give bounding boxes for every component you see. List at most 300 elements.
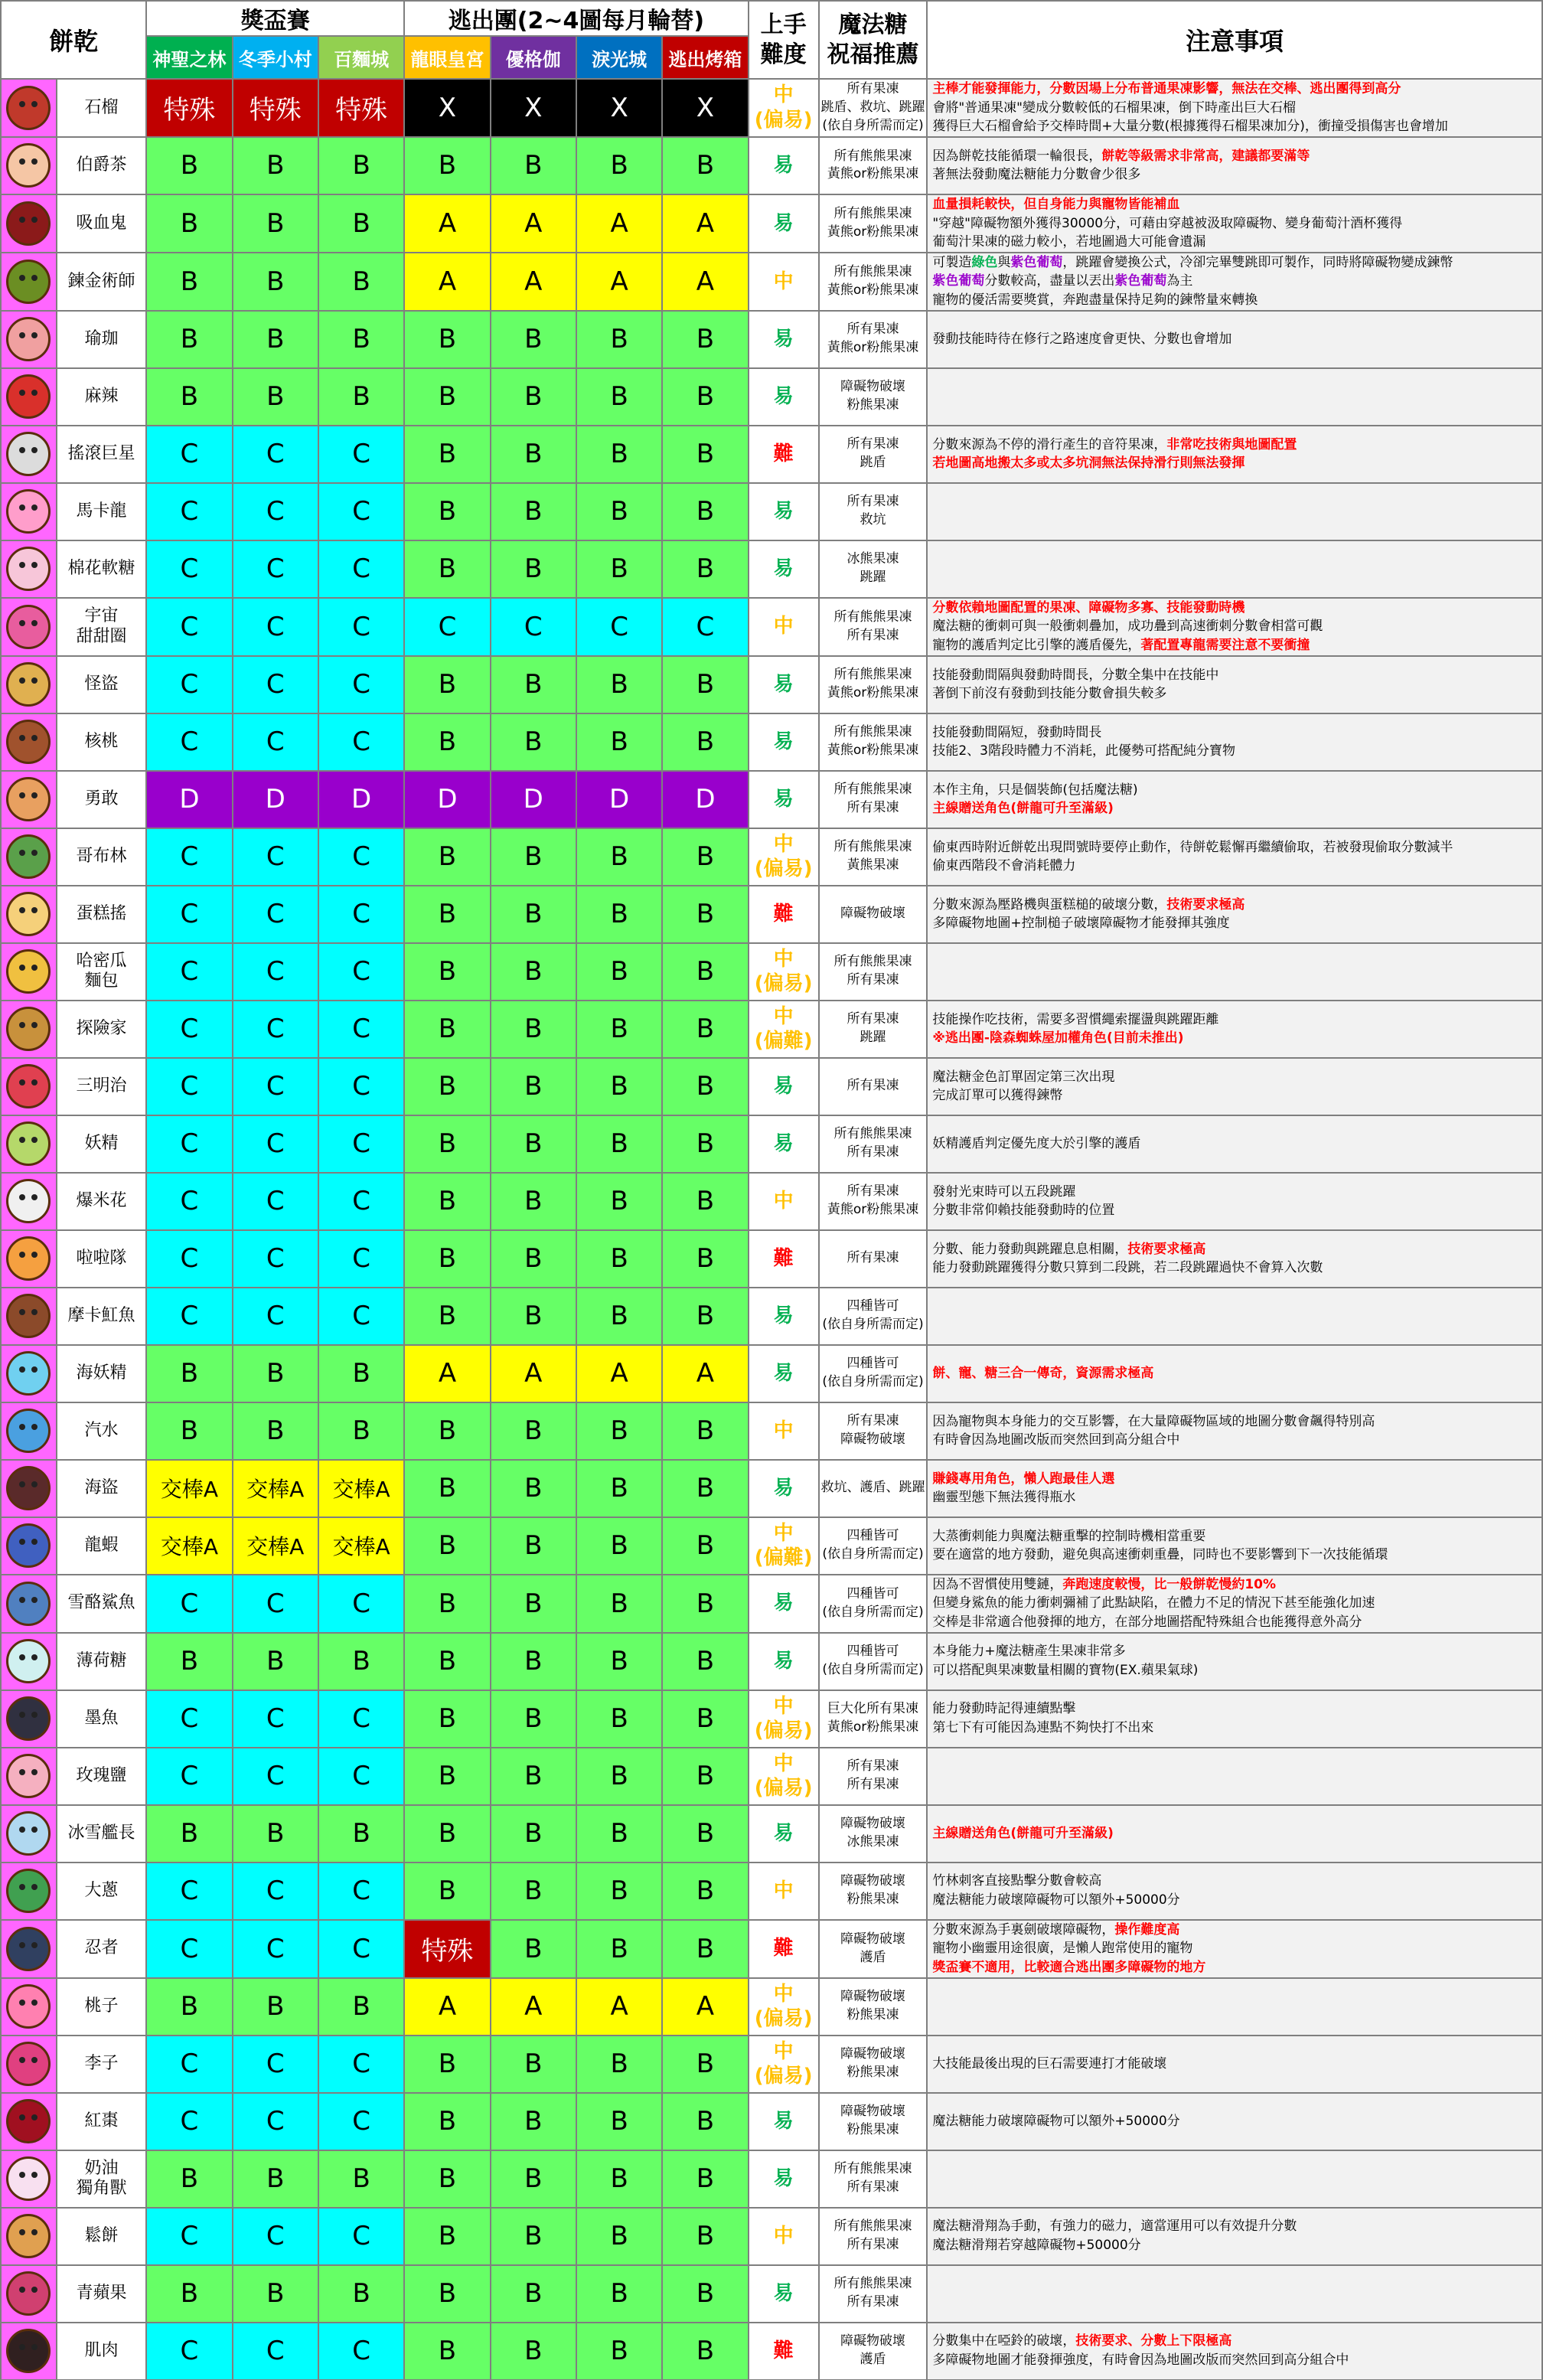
note-line: [932, 233, 1541, 252]
cookie-icon: [1, 1173, 57, 1230]
cookie-name: 汽水: [57, 1402, 146, 1460]
grade-cell: B: [146, 1805, 232, 1863]
grade-cell: B: [491, 2208, 576, 2265]
blessing-cell: 所有熊熊果凍 黃熊or粉熊果凍: [819, 656, 928, 713]
cookie-name: 哥布林: [57, 828, 146, 886]
grade-cell: C: [576, 598, 662, 656]
grade-cell: C: [318, 426, 404, 483]
grade-cell: B: [576, 1402, 662, 1460]
note-line: [932, 1939, 1541, 1958]
blessing-cell: 障礙物破壞 粉熊果凍: [819, 1978, 928, 2036]
grade-cell: 交棒A: [318, 1460, 404, 1517]
note-text: 賺錢專用角色，懶人跑最佳人選: [932, 1471, 1115, 1487]
grade-cell: C: [146, 1920, 232, 1978]
grade-cell: A: [576, 1345, 662, 1402]
grade-cell: C: [233, 2323, 318, 2380]
note-line: [932, 599, 1541, 618]
grade-cell: C: [146, 2208, 232, 2265]
notes-cell: [927, 713, 1542, 771]
map-header-3: 龍眼皇宮: [404, 36, 490, 79]
grade-cell: B: [662, 828, 748, 886]
grade-cell: C: [318, 1288, 404, 1345]
note-text: 本身能力+魔法糖產生果凍非常多: [932, 1644, 1126, 1660]
cookie-row: [1, 1690, 1542, 1748]
grade-cell: B: [404, 943, 490, 1001]
grade-cell: B: [491, 1402, 576, 1460]
cookie-icon: [1, 1345, 57, 1402]
difficulty-cell: 中: [749, 598, 819, 656]
cookie-icon: [1, 771, 57, 828]
cookie-icon: [1, 1633, 57, 1690]
grade-cell: B: [662, 886, 748, 943]
grade-cell: B: [491, 1001, 576, 1058]
cookie-face-icon: [6, 2042, 51, 2086]
grade-cell: B: [662, 1920, 748, 1978]
grade-cell: B: [576, 1058, 662, 1115]
difficulty-cell: 易: [749, 1633, 819, 1690]
grade-cell: B: [146, 1402, 232, 1460]
grade-cell: C: [146, 426, 232, 483]
grade-cell: 交棒A: [146, 1460, 232, 1517]
note-text: 寵物的優活需要獎賞，奔跑盡量保持足夠的鍊幣量來轉換: [932, 292, 1258, 309]
grade-cell: B: [146, 1633, 232, 1690]
grade-cell: B: [576, 137, 662, 194]
cookie-face-icon: [6, 1466, 51, 1510]
cookie-row: [1, 540, 1542, 598]
cookie-face-icon: [6, 317, 51, 361]
grade-cell: B: [491, 483, 576, 540]
grade-cell: B: [146, 1345, 232, 1402]
note-text: 主線贈送角色(餅龍可升至滿級): [932, 1825, 1114, 1841]
note-text: 獎盃賽不適用，比較適合逃出團多障礙物的地方: [932, 1959, 1206, 1975]
note-text: 技能發動間隔與發動時間長，分數全集中在技能中: [932, 667, 1219, 683]
grade-cell: B: [404, 2208, 490, 2265]
cookie-name: 爆米花: [57, 1173, 146, 1230]
grade-cell: B: [404, 137, 490, 194]
grade-cell: C: [233, 1690, 318, 1748]
grade-cell: C: [318, 1748, 404, 1805]
blessing-cell: 所有熊熊果凍 所有果凍: [819, 2265, 928, 2323]
grade-cell: B: [662, 2150, 748, 2208]
grade-cell: B: [233, 194, 318, 253]
blessing-cell: 所有果凍 黃熊or粉熊果凍: [819, 311, 928, 368]
note-line: [932, 617, 1541, 636]
cookie-face-icon: [6, 2329, 51, 2373]
cookie-row: [1, 828, 1542, 886]
cookie-name: 冰雪艦長: [57, 1805, 146, 1863]
cookie-icon: [1, 1920, 57, 1978]
grade-cell: C: [233, 1173, 318, 1230]
grade-cell: A: [491, 1978, 576, 2036]
cookie-face-icon: [6, 1523, 51, 1568]
cookie-face-icon: [6, 605, 51, 649]
grade-cell: C: [491, 598, 576, 656]
grade-cell: B: [491, 656, 576, 713]
notes-cell: [927, 1115, 1542, 1173]
blessing-cell: 障礙物破壞 粉熊果凍: [819, 2036, 928, 2093]
notes-cell: [927, 1460, 1542, 1517]
difficulty-cell: 易: [749, 368, 819, 426]
grade-cell: C: [318, 1230, 404, 1288]
grade-cell: B: [576, 656, 662, 713]
grade-cell: B: [662, 1230, 748, 1288]
note-line: [932, 1642, 1541, 1661]
cookie-icon: [1, 943, 57, 1001]
grade-cell: B: [146, 1978, 232, 2036]
note-text: 著倒下前沒有發動到技能分數會損失較多: [932, 686, 1167, 702]
grade-cell: B: [576, 1633, 662, 1690]
grade-cell: B: [576, 1460, 662, 1517]
note-line: [932, 291, 1541, 310]
cookie-face-icon: [6, 892, 51, 936]
note-line: [932, 1824, 1541, 1843]
cookie-name: 石榴: [57, 79, 146, 137]
grade-cell: B: [662, 1633, 748, 1690]
note-text: 可製造: [932, 254, 972, 270]
cookie-face-icon: [6, 2099, 51, 2143]
cookie-icon: [1, 828, 57, 886]
note-text: 技術要求、分數上下限極高: [1075, 2333, 1232, 2349]
notes-cell: [927, 656, 1542, 713]
grade-cell: B: [662, 1460, 748, 1517]
grade-cell: B: [576, 311, 662, 368]
grade-cell: C: [233, 1575, 318, 1633]
note-text: 要在適當的地方發動，避免與高速衝刺重疊，同時也不要影響到下一次技能循環: [932, 1547, 1388, 1563]
blessing-cell: 所有熊熊果凍 黃熊果凍: [819, 828, 928, 886]
cookie-face-icon: [6, 834, 51, 879]
note-line: [932, 1921, 1541, 1940]
grade-cell: B: [576, 1173, 662, 1230]
cookie-name: 大蔥: [57, 1863, 146, 1920]
notes-cell: [927, 483, 1542, 540]
note-text: 分數、能力發動與跳躍息息相關，: [932, 1241, 1128, 1257]
grade-cell: B: [233, 1402, 318, 1460]
cookie-face-icon: [6, 2214, 51, 2258]
grade-cell: A: [491, 194, 576, 253]
grade-cell: A: [576, 194, 662, 253]
grade-cell: B: [491, 886, 576, 943]
grade-cell: B: [491, 137, 576, 194]
grade-cell: C: [233, 1001, 318, 1058]
note-text: 有時會因為地圖改版而突然回到高分組合中: [932, 1432, 1180, 1448]
grade-cell: C: [318, 2323, 404, 2380]
cookie-face-icon: [6, 1294, 51, 1338]
grade-cell: B: [576, 2208, 662, 2265]
cookie-face-icon: [6, 777, 51, 821]
difficulty-cell: 易: [749, 771, 819, 828]
grade-cell: B: [662, 656, 748, 713]
note-text: 魔法糖金色訂單固定第三次出現: [932, 1069, 1115, 1085]
grade-cell: B: [233, 253, 318, 311]
cookie-row: [1, 426, 1542, 483]
cookie-icon: [1, 713, 57, 771]
grade-cell: C: [146, 828, 232, 886]
cookie-name: 勇敢: [57, 771, 146, 828]
header-escape: 逃出團(2~4圖每月輪替): [404, 1, 748, 36]
cookie-row: [1, 1058, 1542, 1115]
cookie-face-icon: [6, 1582, 51, 1626]
note-text: 分數非常仰賴技能發動時的位置: [932, 1203, 1115, 1219]
note-text: "穿越"障礙物額外獲得30000分，可藉由穿越被汲取障礙物、變身葡萄汁酒杯獲得: [932, 215, 1403, 231]
cookie-face-icon: [6, 1007, 51, 1051]
grade-cell: D: [233, 771, 318, 828]
blessing-cell: 障礙物破壞: [819, 886, 928, 943]
note-text: 主線贈送角色(餅龍可升至滿級): [932, 801, 1114, 817]
note-line: [932, 799, 1541, 818]
grade-cell: C: [146, 1001, 232, 1058]
note-text: 因為寵物與本身能力的交互影響，在大量障礙物區域的地圖分數會飆得特別高: [932, 1413, 1375, 1429]
grade-cell: B: [233, 137, 318, 194]
grade-cell: B: [318, 368, 404, 426]
grade-cell: C: [233, 656, 318, 713]
cookie-name: 伯爵茶: [57, 137, 146, 194]
cookie-row: [1, 368, 1542, 426]
blessing-cell: 巨大化所有果凍 黃熊or粉熊果凍: [819, 1690, 928, 1748]
note-line: [932, 1470, 1541, 1489]
cookie-row: [1, 1001, 1542, 1058]
grade-cell: C: [233, 540, 318, 598]
grade-cell: X: [576, 79, 662, 137]
cookie-face-icon: [6, 2156, 51, 2201]
cookie-face-icon: [6, 86, 51, 130]
cookie-name: 哈密瓜 麵包: [57, 943, 146, 1001]
grade-cell: B: [404, 1230, 490, 1288]
note-text: 為主: [1166, 273, 1193, 289]
notes-cell: [927, 540, 1542, 598]
note-line: [932, 1259, 1541, 1278]
grade-cell: B: [491, 1863, 576, 1920]
note-text: 多障礙物地圖+控制槌子破壞障礙物才能發揮其強度: [932, 916, 1230, 932]
grade-cell: B: [491, 311, 576, 368]
blessing-cell: 所有果凍 跳盾: [819, 426, 928, 483]
grade-cell: D: [404, 771, 490, 828]
cookie-icon: [1, 1690, 57, 1748]
grade-cell: B: [146, 137, 232, 194]
grade-cell: B: [233, 2150, 318, 2208]
cookie-icon: [1, 2265, 57, 2323]
grade-cell: C: [233, 1748, 318, 1805]
blessing-cell: 所有熊熊果凍 所有果凍: [819, 943, 928, 1001]
grade-cell: 特殊: [233, 79, 318, 137]
notes-cell: [927, 1690, 1542, 1748]
grade-cell: B: [146, 2265, 232, 2323]
grade-cell: B: [576, 886, 662, 943]
cookie-row: [1, 1748, 1542, 1805]
note-text: 魔法糖滑翔為手動，有強力的磁力，適當運用可以有效提升分數: [932, 2218, 1297, 2235]
cookie-name: 青蘋果: [57, 2265, 146, 2323]
note-text: ，跳躍會變換公式，冷卻完畢雙跳即可製作，同時將障礙物變成鍊幣: [1062, 254, 1453, 270]
grade-cell: C: [318, 886, 404, 943]
grade-cell: B: [662, 540, 748, 598]
cookie-icon: [1, 886, 57, 943]
cookie-icon: [1, 1978, 57, 2036]
note-text: 若地圖高地搬太多或太多坑洞無法保持滑行則無法發揮: [932, 455, 1245, 472]
note-text: 發射光束時可以五段跳躍: [932, 1183, 1076, 1200]
header-notes: 注意事項: [927, 1, 1542, 79]
grade-cell: C: [318, 1173, 404, 1230]
blessing-cell: 所有果凍: [819, 1058, 928, 1115]
note-text: 血量損耗較快，但自身能力與寵物皆能補血: [932, 196, 1180, 212]
cookie-name: 摩卡魟魚: [57, 1288, 146, 1345]
note-text: 紫色葡萄: [932, 273, 985, 289]
blessing-cell: 四種皆可 (依自身所需而定): [819, 1575, 928, 1633]
grade-cell: B: [404, 1748, 490, 1805]
note-line: [932, 914, 1541, 933]
grade-cell: D: [146, 771, 232, 828]
grade-cell: B: [233, 1633, 318, 1690]
note-text: 奔跑速度較慢，比一般餅乾慢約10%: [1062, 1576, 1277, 1592]
cookie-face-icon: [6, 1811, 51, 1856]
note-line: [932, 2055, 1541, 2074]
grade-cell: C: [318, 1115, 404, 1173]
note-text: 會將"普通果凍"變成分數較低的石榴果凍，倒下時產出巨大石榴: [932, 100, 1296, 116]
grade-cell: B: [404, 2036, 490, 2093]
grade-cell: B: [662, 368, 748, 426]
cookie-face-icon: [6, 1064, 51, 1108]
grade-cell: C: [318, 1058, 404, 1115]
difficulty-cell: 易: [749, 2265, 819, 2323]
grade-cell: B: [576, 1748, 662, 1805]
cookie-face-icon: [6, 1754, 51, 1798]
cookie-face-icon: [6, 720, 51, 764]
cookie-icon: [1, 311, 57, 368]
grade-cell: B: [576, 1920, 662, 1978]
notes-cell: [927, 771, 1542, 828]
grade-cell: B: [404, 1690, 490, 1748]
grade-cell: C: [233, 1288, 318, 1345]
grade-cell: B: [146, 2150, 232, 2208]
grade-cell: C: [146, 1690, 232, 1748]
note-text: 非常吃技術與地圖配置: [1166, 436, 1297, 452]
grade-cell: B: [662, 311, 748, 368]
note-line: [932, 1699, 1541, 1719]
grade-cell: C: [318, 1920, 404, 1978]
grade-cell: B: [576, 2265, 662, 2323]
grade-cell: C: [318, 1863, 404, 1920]
difficulty-cell: 易: [749, 137, 819, 194]
grade-cell: B: [318, 2150, 404, 2208]
note-line: [932, 1527, 1541, 1546]
grade-cell: B: [404, 1288, 490, 1345]
cookie-row: [1, 1920, 1542, 1978]
note-line: [932, 1872, 1541, 1891]
note-text: 發動技能時待在修行之路速度會更快、分數也會增加: [932, 331, 1232, 347]
grade-cell: C: [233, 483, 318, 540]
cookie-row: [1, 194, 1542, 253]
note-text: ※逃出團-陰森蜘蛛屋加權角色(目前未推出): [932, 1030, 1184, 1046]
note-line: [932, 2217, 1541, 2236]
note-text: 大技能最後出現的巨石需要連打才能破壞: [932, 2055, 1167, 2071]
cookie-face-icon: [6, 1639, 51, 1683]
cookie-row: [1, 2208, 1542, 2265]
note-line: [932, 1594, 1541, 1613]
grade-cell: B: [404, 1001, 490, 1058]
grade-cell: B: [318, 1978, 404, 2036]
notes-cell: [927, 137, 1542, 194]
cookie-icon: [1, 1517, 57, 1575]
grade-cell: B: [576, 1575, 662, 1633]
note-text: 葡萄汁果凍的磁力較小，若地圖過大可能會遺漏: [932, 234, 1206, 250]
cookie-name: 啦啦隊: [57, 1230, 146, 1288]
map-header-0: 神聖之林: [146, 36, 232, 79]
notes-cell: [927, 368, 1542, 426]
grade-cell: B: [576, 2150, 662, 2208]
grade-cell: 交棒A: [146, 1517, 232, 1575]
cookie-row: [1, 1115, 1542, 1173]
note-text: 交棒是非常適合他發揮的地方，在部分地圖搭配特殊組合也能獲得意外高分: [932, 1614, 1362, 1630]
grade-cell: C: [318, 598, 404, 656]
header-blessing: 魔法糖 祝福推薦: [819, 1, 928, 79]
grade-cell: C: [146, 2036, 232, 2093]
note-text: 但變身鯊魚的能力衝刺彌補了此點缺陷，在體力不足的情況下甚至能強化加速: [932, 1595, 1375, 1611]
cookie-name: 桃子: [57, 1978, 146, 2036]
notes-cell: [927, 79, 1542, 137]
grade-cell: B: [404, 2323, 490, 2380]
cookie-row: [1, 771, 1542, 828]
grade-cell: A: [662, 194, 748, 253]
notes-cell: [927, 194, 1542, 253]
notes-cell: [927, 2208, 1542, 2265]
cookie-name: 吸血鬼: [57, 194, 146, 253]
grade-cell: C: [233, 713, 318, 771]
grade-cell: B: [404, 1173, 490, 1230]
note-line: [932, 1086, 1541, 1105]
grade-cell: C: [146, 886, 232, 943]
cookie-face-icon: [6, 547, 51, 591]
note-text: 偷東西階段不會消耗體力: [932, 858, 1076, 874]
cookie-row: [1, 2150, 1542, 2208]
grade-cell: B: [491, 1633, 576, 1690]
blessing-cell: 所有熊熊果凍 所有果凍: [819, 1115, 928, 1173]
grade-cell: B: [491, 540, 576, 598]
cookie-face-icon: [6, 1121, 51, 1166]
difficulty-cell: 中 (偏易): [749, 1978, 819, 2036]
grade-cell: B: [491, 713, 576, 771]
cookie-row: [1, 253, 1542, 311]
difficulty-cell: 易: [749, 311, 819, 368]
difficulty-cell: 難: [749, 2323, 819, 2380]
cookie-icon: [1, 79, 57, 137]
note-text: 技術要求極高: [1166, 896, 1245, 912]
cookie-name: 玫瑰鹽: [57, 1748, 146, 1805]
note-line: [932, 272, 1541, 291]
difficulty-cell: 易: [749, 540, 819, 598]
grade-cell: B: [318, 1345, 404, 1402]
cookie-row: [1, 1517, 1542, 1575]
grade-cell: B: [662, 1517, 748, 1575]
cookie-icon: [1, 137, 57, 194]
map-header-6: 逃出烤箱: [662, 36, 748, 79]
notes-cell: [927, 1058, 1542, 1115]
grade-cell: A: [404, 194, 490, 253]
difficulty-cell: 難: [749, 886, 819, 943]
grade-cell: B: [576, 1805, 662, 1863]
notes-cell: [927, 2036, 1542, 2093]
cookie-face-icon: [6, 949, 51, 994]
difficulty-cell: 中: [749, 253, 819, 311]
blessing-cell: 障礙物破壞 護盾: [819, 2323, 928, 2380]
grade-cell: C: [318, 828, 404, 886]
note-text: 能力發動跳躍獲得分數只算到二段跳，若二段跳躍過快不會算入次數: [932, 1260, 1323, 1276]
grade-cell: C: [233, 1920, 318, 1978]
grade-cell: B: [491, 1288, 576, 1345]
grade-cell: B: [318, 311, 404, 368]
grade-cell: C: [318, 656, 404, 713]
grade-cell: C: [233, 598, 318, 656]
note-text: 偷東西時附近餅乾出現問號時要停止動作，待餅乾鬆懈再繼續偷取，若被發現偷取分數減半: [932, 839, 1453, 855]
grade-cell: C: [146, 2323, 232, 2380]
grade-cell: B: [576, 426, 662, 483]
